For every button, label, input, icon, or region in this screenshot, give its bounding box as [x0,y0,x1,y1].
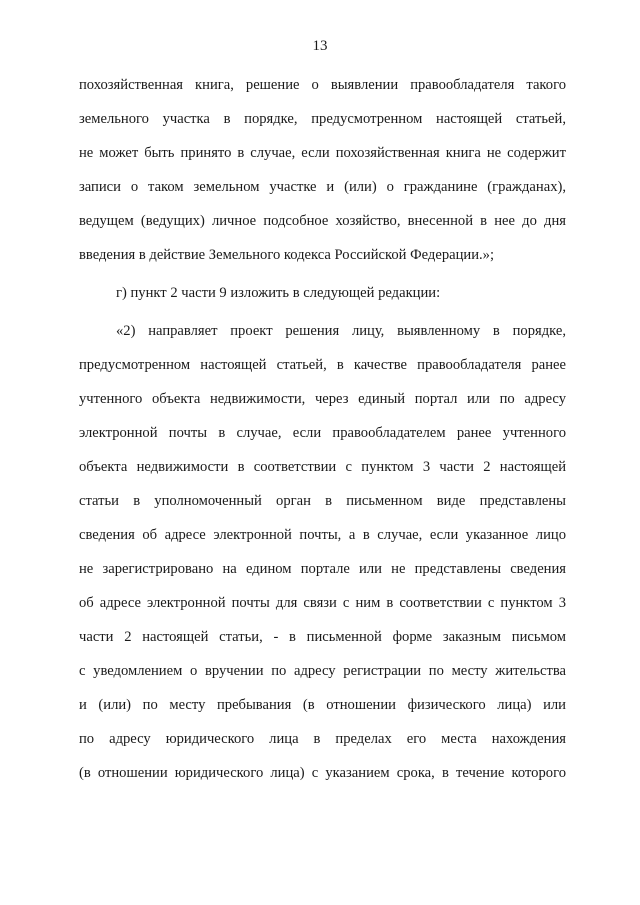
text-line: учтенного объекта недвижимости, через единый портал или по адресу [79,391,566,407]
text-line: сведения об адресе электронной почты, а в случае, если указанное лицо [79,527,566,543]
text-line: похозяйственная книга, решение о выявлении правообладателя такого [79,77,566,93]
text-line: (в отношении юридического лица) с указанием срока, в течение которого [79,765,566,781]
text-line: статьи в уполномоченный орган в письменном виде представлены [79,493,566,509]
text-line: не зарегистрировано на едином портале или не представлены сведения [79,561,566,577]
text-line: и (или) по месту пребывания (в отношении физического лица) или [79,697,566,713]
text-line: электронной почты в случае, если правообладателем ранее учтенного [79,425,566,441]
text-line: г) пункт 2 части 9 изложить в следующей редакции: [116,285,441,301]
text-line: ведущем (ведущих) личное подсобное хозяйство, внесенной в нее до дня [79,213,566,229]
text-line: по адресу юридического лица в пределах его места нахождения [79,731,566,747]
text-line: об адресе электронной почты для связи с ним в соответствии с пунктом 3 [79,595,566,611]
text-line: записи о таком земельном участке и (или) о гражданине (гражданах), [79,179,566,195]
text-line: введения в действие Земельного кодекса Российской Федерации.»; [79,247,495,263]
text-line: объекта недвижимости в соответствии с пунктом 3 части 2 настоящей [79,459,566,475]
text-line: с уведомлением о вручении по адресу регистрации по месту жительства [79,663,566,679]
text-line: «2) направляет проект решения лицу, выявленному в порядке, [116,323,566,339]
text-line: не может быть принято в случае, если похозяйственная книга не содержит [79,145,566,161]
text-line: части 2 настоящей статьи, - в письменной форме заказным письмом [79,629,566,645]
page-number: 13 [312,38,328,54]
text-line: предусмотренном настоящей статьей, в качестве правообладателя ранее [79,357,566,373]
text-line: земельного участка в порядке, предусмотренном настоящей статьей, [79,111,566,127]
